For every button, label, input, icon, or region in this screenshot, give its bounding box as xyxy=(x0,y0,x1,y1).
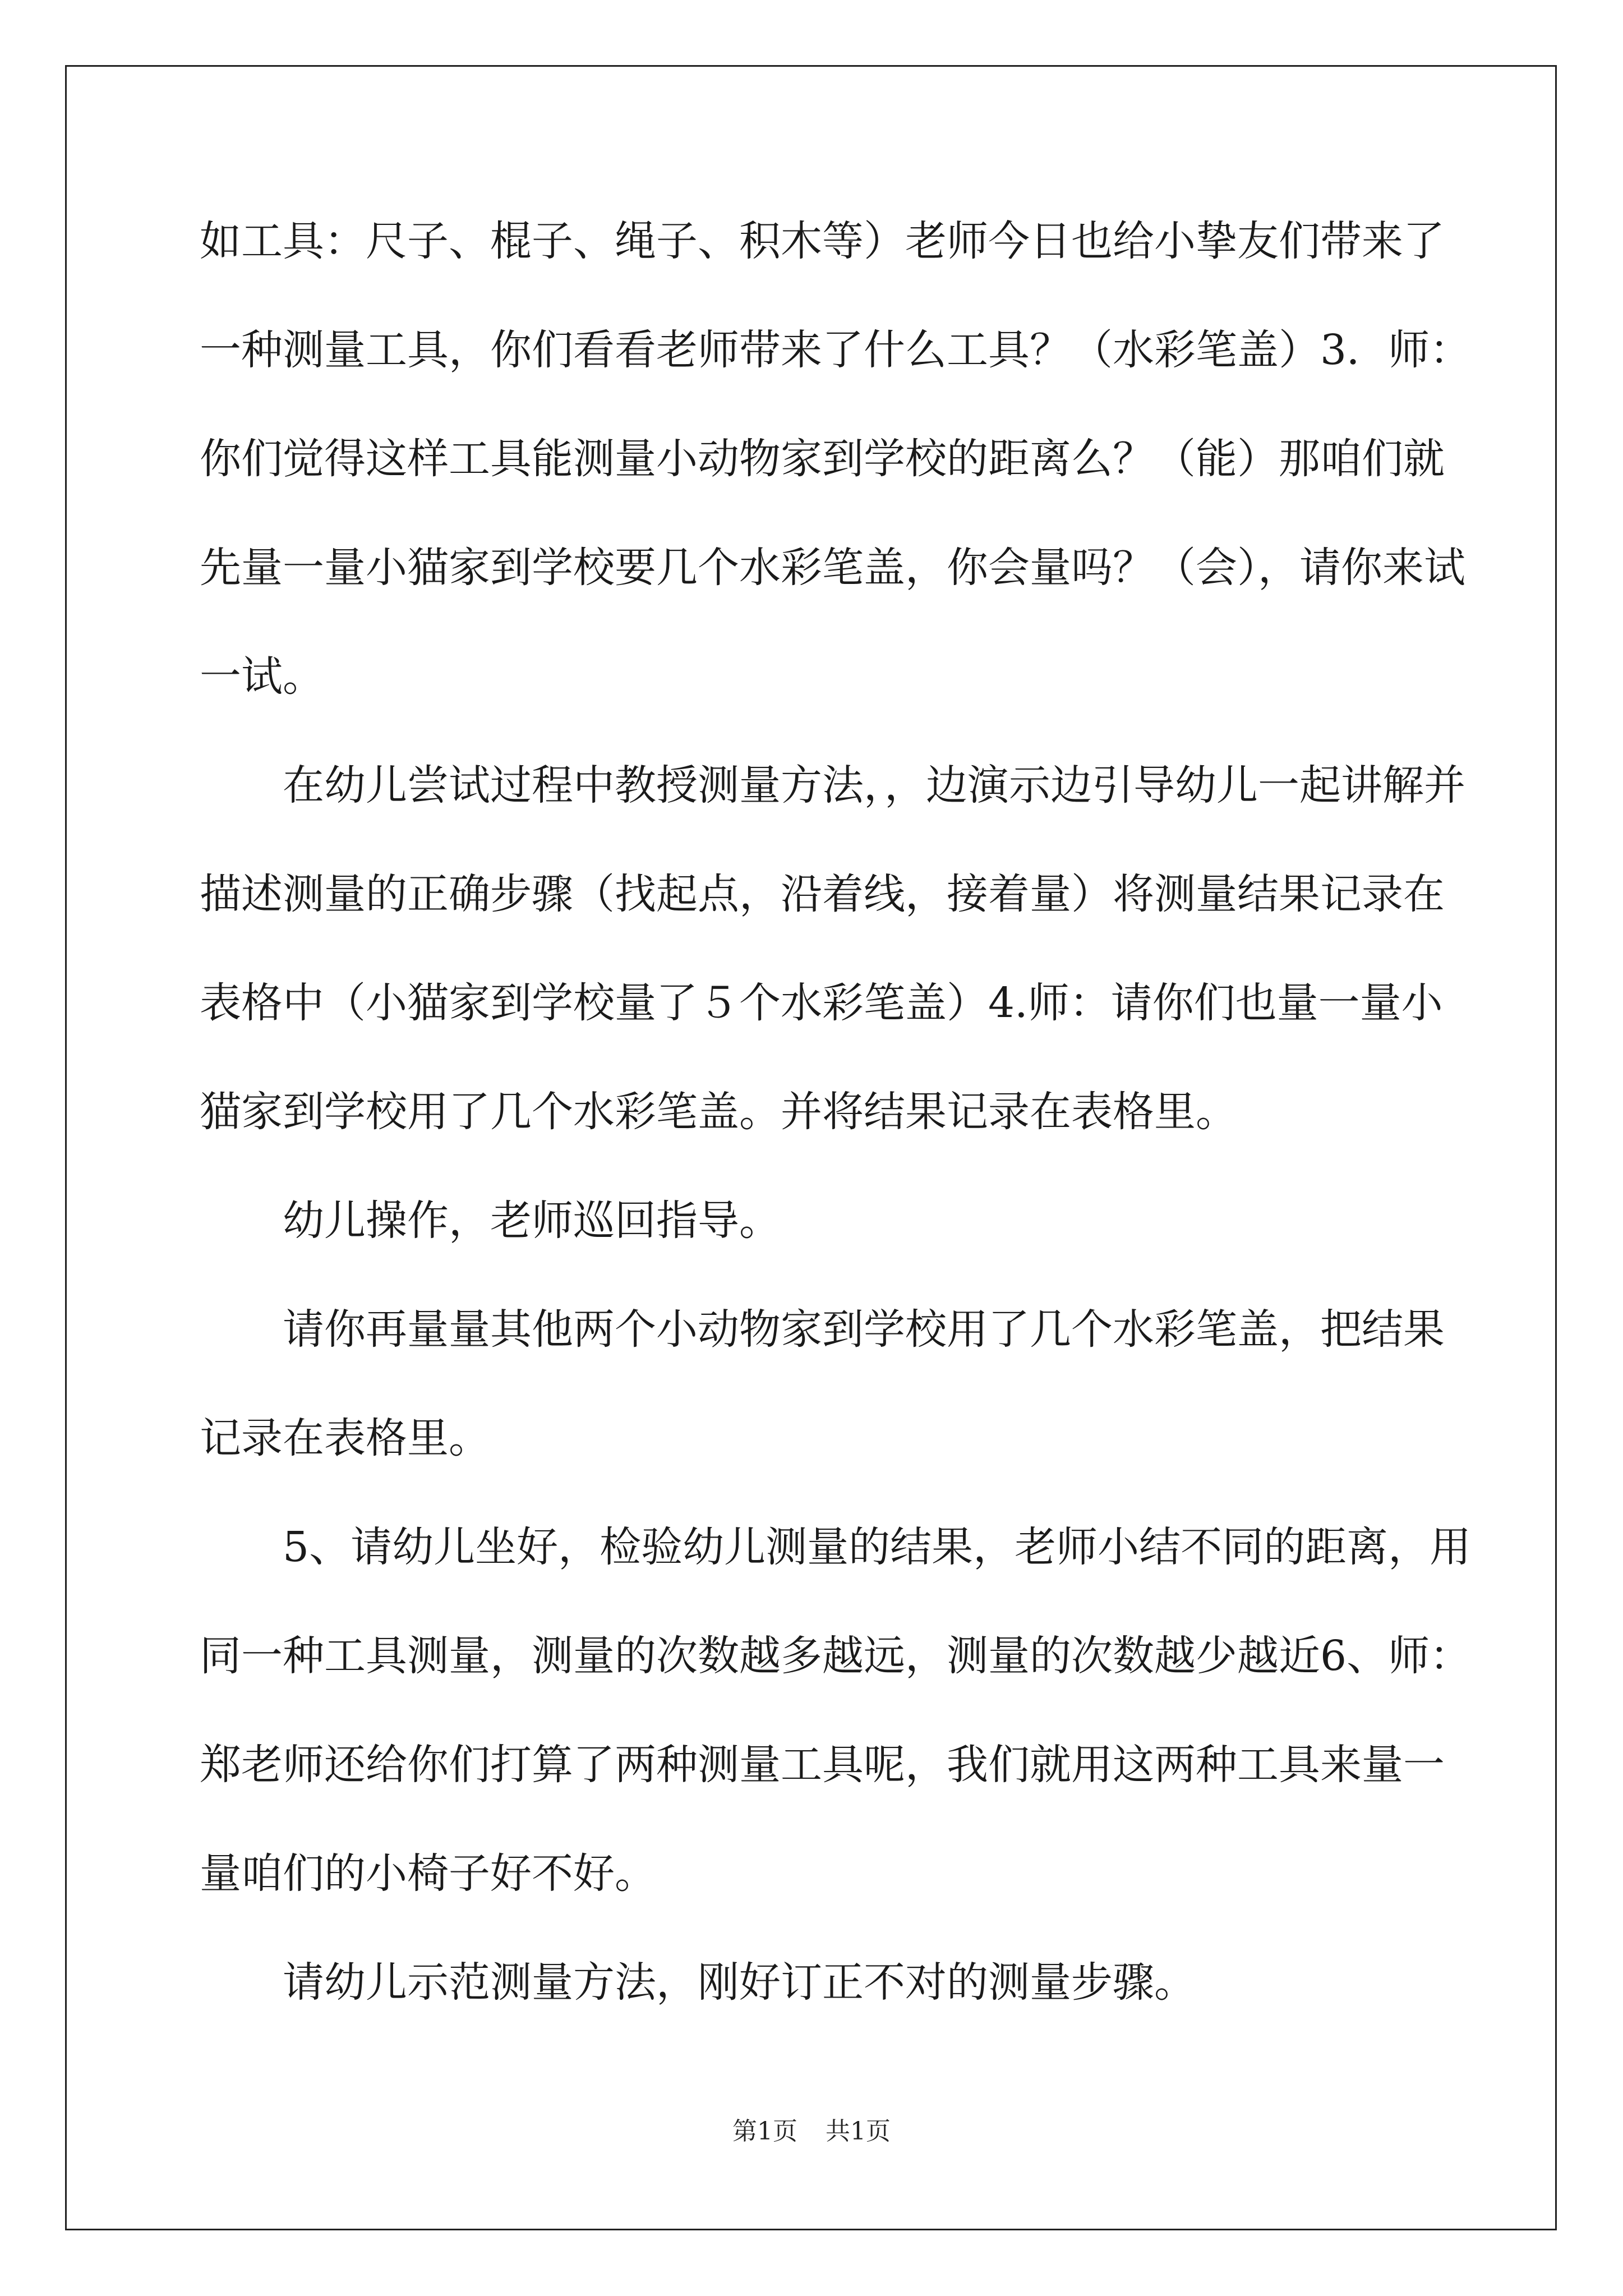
text-line: 描述测量的正确步骤（找起点，沿着线，接着量）将测量结果记录在 xyxy=(200,870,1445,918)
page-number: 第1页 xyxy=(732,2117,797,2146)
text-line: 同一种工具测量，测量的次数越多越远，测量的次数越少越近6、师： xyxy=(200,1632,1472,1680)
text-line: 猫家到学校用了几个水彩笔盖。并将结果记录在表格里。 xyxy=(200,1088,1237,1136)
text-line: 表格中（小猫家到学校量了５个水彩笔盖）4.师：请你们也量一量小 xyxy=(200,979,1443,1027)
text-line: 量咱们的小椅子好不好。 xyxy=(200,1849,656,1898)
page-total: 共1页 xyxy=(826,2117,891,2146)
document-body xyxy=(200,213,1472,2063)
page-footer xyxy=(0,2115,1623,2148)
text-line: 先量一量小猫家到学校要几个水彩笔盖，你会量吗？（会），请你来试 xyxy=(200,544,1465,592)
paragraph-start-line: 请幼儿示范测量方法，刚好订正不对的测量步骤。 xyxy=(283,1958,1196,2007)
text-line: 你们觉得这样工具能测量小动物家到学校的距离么？（能）那咱们就 xyxy=(200,435,1445,483)
paragraph-start-line: 请你再量量其他两个小动物家到学校用了几个水彩笔盖，把结果 xyxy=(283,1305,1445,1354)
text-line: 如工具：尺子、棍子、绳子、积木等）老师今日也给小挚友们带来了 xyxy=(200,217,1445,265)
text-line: 一试。 xyxy=(200,652,324,701)
paragraph-start-line: 5、请幼儿坐好，检验幼儿测量的结果，老师小结不同的距离，用 xyxy=(283,1523,1472,1571)
text-line: 一种测量工具，你们看看老师带来了什么工具？（水彩笔盖）3．师： xyxy=(200,326,1472,374)
paragraph-start-line: 在幼儿尝试过程中教授测量方法，，边演示边引导幼儿一起讲解并 xyxy=(283,761,1465,809)
paragraph-start-line: 幼儿操作，老师巡回指导。 xyxy=(283,1197,781,1245)
text-line: 记录在表格里。 xyxy=(200,1414,490,1462)
text-line: 郑老师还给你们打算了两种测量工具呢，我们就用这两种工具来量一 xyxy=(200,1741,1445,1789)
